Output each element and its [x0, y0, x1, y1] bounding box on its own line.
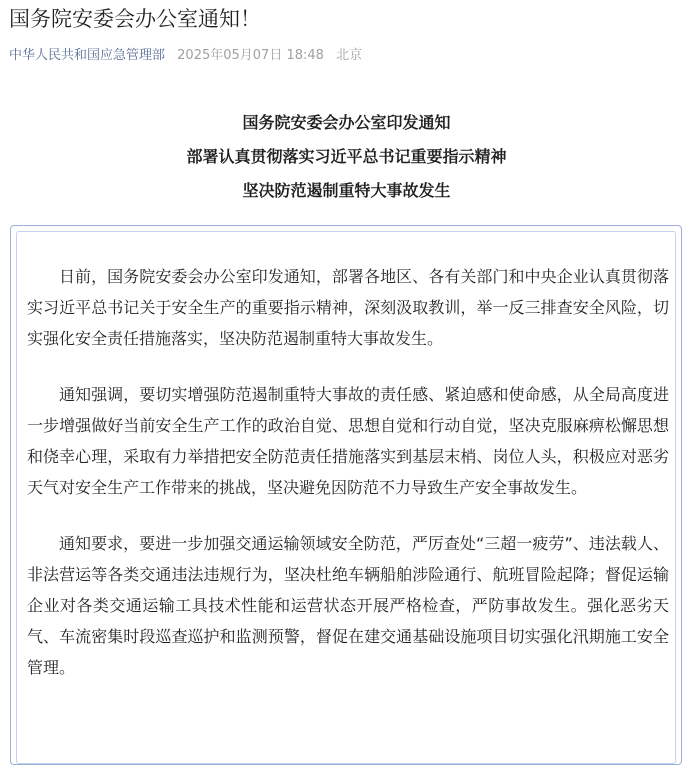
publish-location: 北京 [336, 48, 363, 63]
headline-block [0, 106, 693, 208]
article-title: 国务院安委会办公室通知！ [9, 7, 261, 31]
headline-line-1: 国务院安委会办公室印发通知 [242, 113, 451, 132]
article-meta [9, 48, 362, 64]
body-paragraph-3: 通知要求，要进一步加强交通运输领域安全防范，严厉查处“三超一疲劳”、违法载人、非法营运等各类交通违法违规行为，坚决杜绝车辆船舶涉险通行、航班冒险起降；督促运输企业对各类交通运输工具技术性能和运营状态开展严格检查，严防事故发生。强化恶劣天气、车流密集时段巡查巡护和监测预警，督促在建交通基础设施项目切实强化汛期施工安全管理。 [27, 534, 669, 677]
body-paragraph-2: 通知强调，要切实增强防范遏制重特大事故的责任感、紧迫感和使命感，从全局高度进一步增强做好当前安全生产工作的政治自觉、思想自觉和行动自觉，坚决克服麻痹松懈思想和侥幸心理，采取有力举措把安全防范责任措施落实到基层末梢、岗位人头，积极应对恶劣天气对安全生产工作带来的挑战，坚决避免因防范不力导致生产安全事故发生。 [27, 385, 669, 497]
publish-date: 2025年05月07日 18:48 [177, 48, 324, 63]
body-paragraph-1: 日前，国务院安委会办公室印发通知，部署各地区、各有关部门和中央企业认真贯彻落实习近平总书记关于安全生产的重要指示精神，深刻汲取教训，举一反三排查安全风险，切实强化安全责任措施落实，坚决防范遏制重特大事故发生。 [27, 267, 669, 348]
article-body [27, 261, 669, 708]
source-account-link[interactable]: 中华人民共和国应急管理部 [9, 48, 166, 63]
headline-line-2: 部署认真贯彻落实习近平总书记重要指示精神 [186, 147, 507, 166]
article-body-frame [10, 225, 682, 765]
headline-line-3: 坚决防范遏制重特大事故发生 [242, 181, 451, 200]
